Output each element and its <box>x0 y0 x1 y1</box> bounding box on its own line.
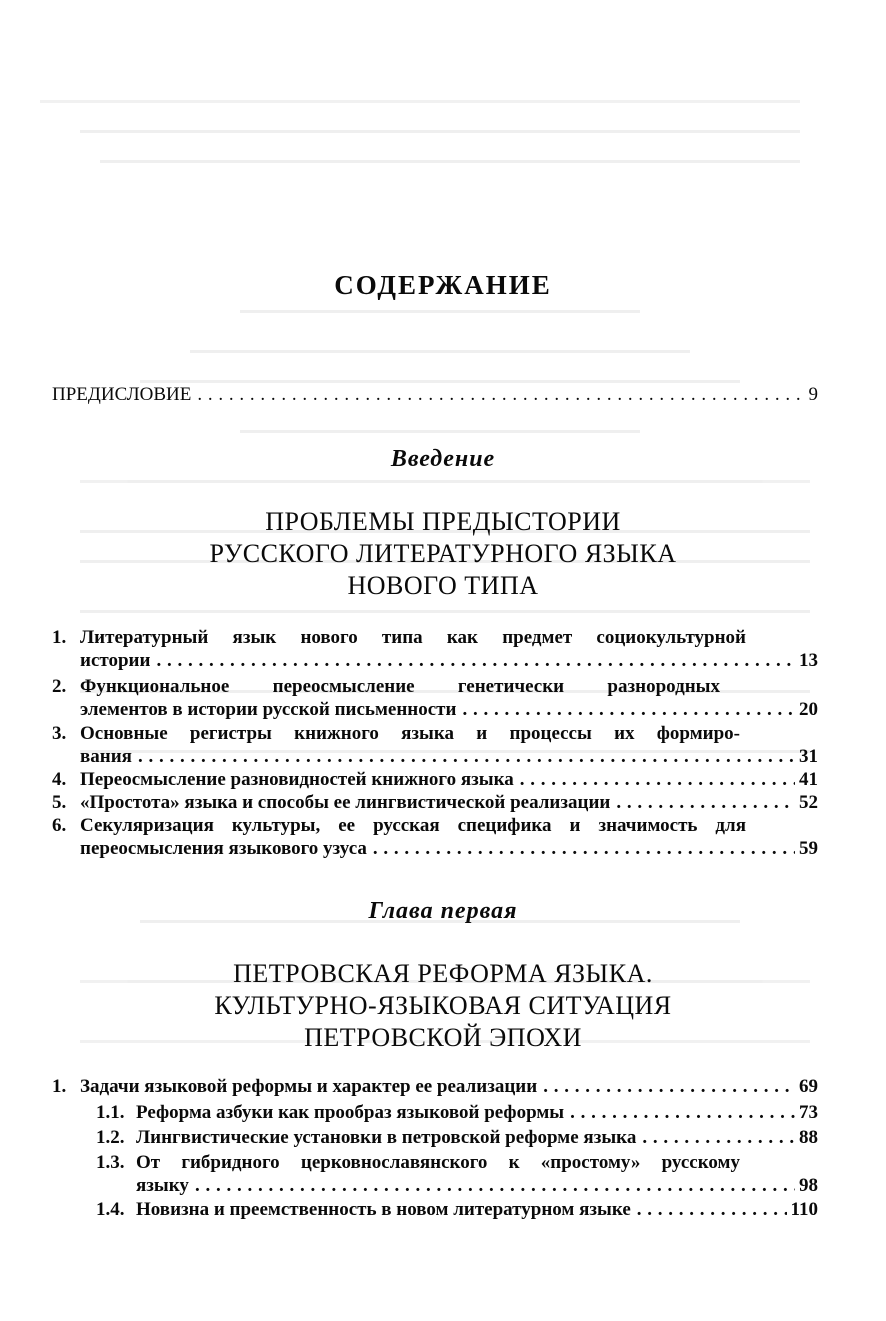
entry-page: 69 <box>799 1076 818 1097</box>
entry-number: 6. <box>52 815 67 836</box>
entry-title: Литературный язык нового типа как предмет социокультурной <box>80 627 746 648</box>
entry-page: 41 <box>799 769 818 790</box>
entry-number: 1. <box>52 1076 67 1097</box>
dot-leader <box>156 649 795 672</box>
chapter1-title-line: ПЕТРОВСКОЙ ЭПОХИ <box>304 1023 582 1052</box>
toc-entry <box>96 1126 818 1149</box>
entry-title: Реформа азбуки как прообраз языковой реформы <box>136 1102 565 1123</box>
entry-number: 1.3. <box>96 1152 125 1173</box>
chapter1-title-line: КУЛЬТУРНО-ЯЗЫКОВАЯ СИТУАЦИЯ <box>214 991 672 1020</box>
intro-title-line: ПРОБЛЕМЫ ПРЕДЫСТОРИИ <box>265 507 621 536</box>
chapter1-label: Глава первая <box>368 898 518 924</box>
dot-leader <box>543 1075 795 1098</box>
dot-leader <box>616 791 795 814</box>
toc-entry <box>52 722 818 768</box>
toc-entry <box>52 768 818 791</box>
entry-title-cont: элементов в истории русской письменности <box>80 699 457 720</box>
dot-leader <box>373 837 795 860</box>
toc-entry <box>52 814 818 860</box>
dot-leader <box>197 383 804 406</box>
intro-title <box>0 506 886 602</box>
chapter1-title-line: ПЕТРОВСКАЯ РЕФОРМА ЯЗЫКА. <box>233 959 653 988</box>
entry-title: От гибридного церковнославянского к «простому» русскому <box>136 1152 740 1173</box>
toc-entry <box>52 626 818 672</box>
preface-page: 9 <box>808 384 818 405</box>
entry-number: 1.2. <box>96 1127 125 1148</box>
toc-entry <box>52 1075 818 1098</box>
entry-title-cont: истории <box>80 650 151 671</box>
entry-page: 13 <box>799 650 818 671</box>
entry-title: Новизна и преемственность в новом литературном языке <box>136 1199 631 1220</box>
entry-page: 73 <box>799 1102 818 1123</box>
entry-page: 110 <box>790 1199 818 1220</box>
intro-title-line: НОВОГО ТИПА <box>347 571 539 600</box>
dot-leader <box>570 1101 795 1124</box>
dot-leader <box>520 768 795 791</box>
entry-title: «Простота» языка и способы ее лингвистической реализации <box>80 792 611 813</box>
entry-page: 59 <box>799 838 818 859</box>
preface-entry <box>52 383 818 406</box>
dot-leader <box>637 1198 787 1221</box>
entry-title: Лингвистические установки в петровской реформе языка <box>136 1127 637 1148</box>
intro-label: Введение <box>390 446 496 472</box>
entry-number: 1.4. <box>96 1199 125 1220</box>
dot-leader <box>195 1174 795 1197</box>
entry-title: Задачи языковой реформы и характер ее реализации <box>80 1076 538 1097</box>
entry-page: 88 <box>799 1127 818 1148</box>
entry-page: 31 <box>799 746 818 767</box>
entry-number: 2. <box>52 676 67 697</box>
entry-title-cont: переосмысления языкового узуса <box>80 838 367 859</box>
chapter1-title <box>0 958 886 1054</box>
intro-title-line: РУССКОГО ЛИТЕРАТУРНОГО ЯЗЫКА <box>209 539 677 568</box>
toc-entry <box>52 791 818 814</box>
entry-title: Переосмысление разновидностей книжного языка <box>80 769 514 790</box>
entry-number: 5. <box>52 792 67 813</box>
preface-title: ПРЕДИСЛОВИЕ <box>52 384 192 405</box>
toc-entry <box>96 1151 818 1197</box>
entry-page: 20 <box>799 699 818 720</box>
entry-page: 52 <box>799 792 818 813</box>
toc-entry <box>96 1101 818 1124</box>
page-title: СОДЕРЖАНИЕ <box>334 270 552 300</box>
entry-number: 1.1. <box>96 1102 125 1123</box>
entry-page: 98 <box>799 1175 818 1196</box>
entry-title-cont: языку <box>136 1175 189 1196</box>
dot-leader <box>642 1126 795 1149</box>
entry-title: Функциональное переосмысление генетически разнородных <box>80 676 720 697</box>
dot-leader <box>462 698 795 721</box>
toc-entry <box>96 1198 818 1221</box>
entry-title-cont: вания <box>80 746 132 767</box>
entry-number: 3. <box>52 723 67 744</box>
entry-number: 4. <box>52 769 67 790</box>
entry-title: Основные регистры книжного языка и процессы их формиро- <box>80 723 740 744</box>
entry-number: 1. <box>52 627 67 648</box>
dot-leader <box>138 745 795 768</box>
entry-title: Секуляризация культуры, ее русская специфика и значимость для <box>80 815 746 836</box>
toc-entry <box>52 675 818 721</box>
